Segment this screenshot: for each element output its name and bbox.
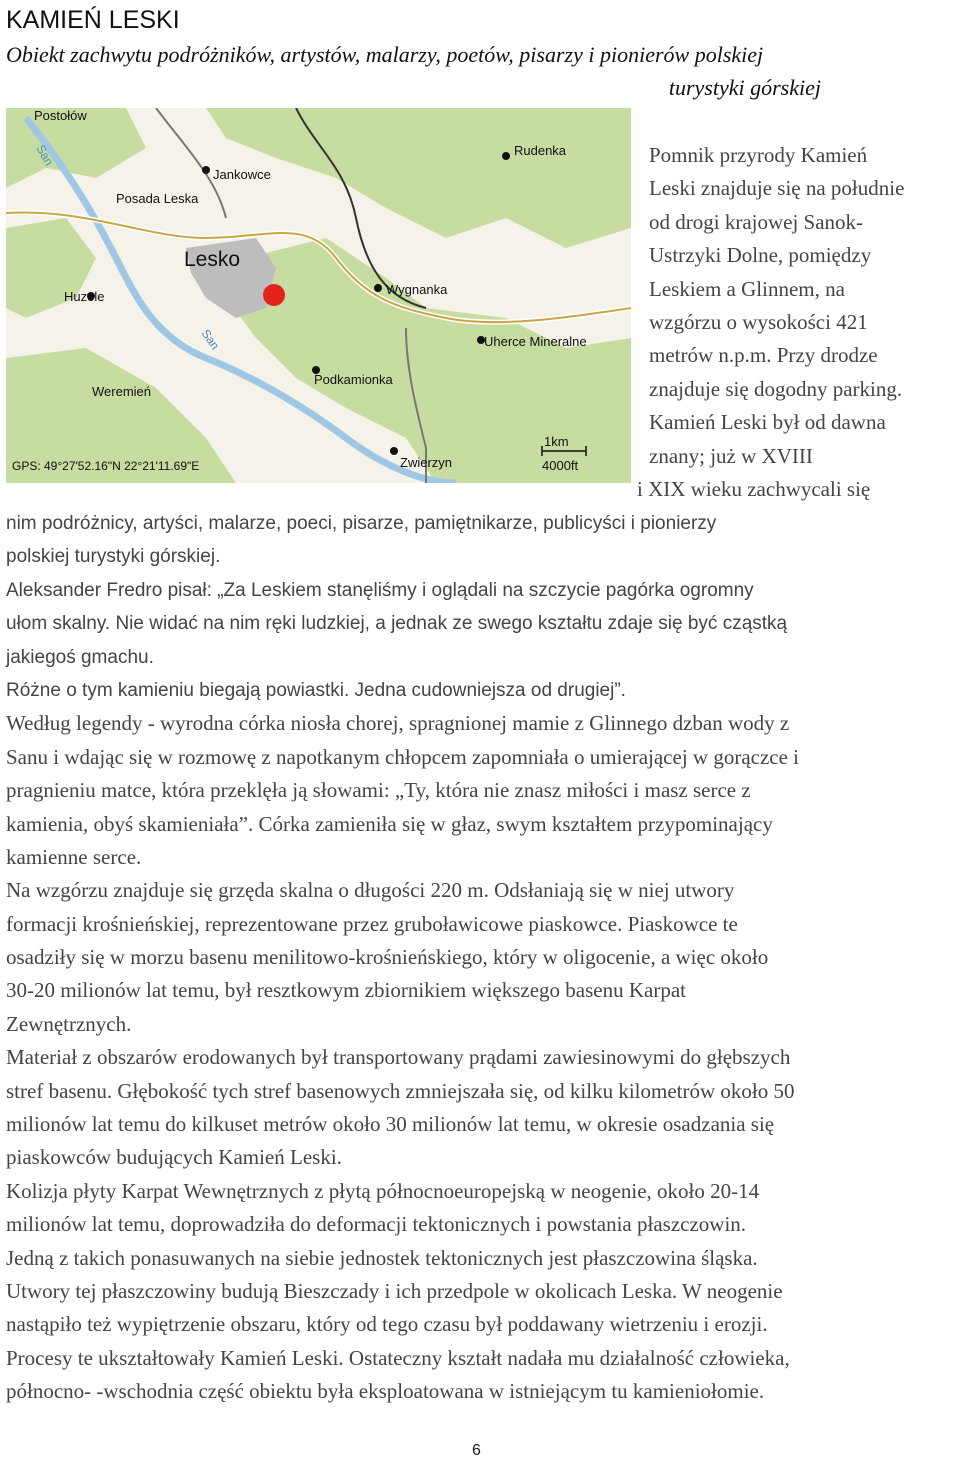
- text-line: metrów n.p.m. Przy drodze: [649, 343, 878, 368]
- body-line: polskiej turystyki górskiej.: [6, 546, 221, 568]
- body-line: Procesy te ukształtowały Kamień Leski. Ostateczny kształt nadała mu działalność człowieka,: [6, 1345, 790, 1370]
- body-line: formacji krośnieńskiej, reprezentowane przez gruboławicowe piaskowce. Piaskowce te: [6, 911, 738, 936]
- place-dot: [202, 166, 210, 174]
- text-line: Leskiem a Glinnem, na: [649, 276, 845, 301]
- body-line: Materiał z obszarów erodowanych był transportowany prądami zawiesinowymi do głębszych: [6, 1045, 791, 1070]
- map-label-river-lower: San: [198, 326, 223, 353]
- map-label-podkamionka: Podkamionka: [314, 372, 393, 387]
- scale-ft: 4000ft: [542, 458, 579, 473]
- location-map: [6, 108, 631, 483]
- body-line: milionów lat temu, doprowadziła do deformacji tektonicznych i powstania płaszczowin.: [6, 1212, 747, 1237]
- body-line: 30-20 milionów lat temu, był resztkowym zbiornikiem większego basenu Karpat: [6, 978, 687, 1003]
- map-label-jankowce: Jankowce: [213, 167, 271, 182]
- place-dot: [374, 284, 382, 292]
- body-line: Według legendy - wyrodna córka niosła chorej, spragnionej mamie z Glinnego dzban wody z: [6, 711, 790, 736]
- text-line: znany; już w XVIII: [649, 443, 813, 468]
- body-line: Jedną z takich ponasuwanych na siebie jednostek tektonicznych jest płaszczowina śląska.: [6, 1245, 758, 1270]
- body-line: Na wzgórzu znajduje się grzęda skalna o długości 220 m. Odsłaniają się w niej utwory: [6, 878, 735, 903]
- body-line: Utwory tej płaszczowiny budują Bieszczady i ich przedpole w okolicach Leska. W neogenie: [6, 1278, 783, 1303]
- map-label-postolow: Postołów: [34, 108, 87, 123]
- body-line: kamienia, obyś skamieniała”. Córka zamieniła się w głaz, swym kształtem przypominający: [6, 811, 773, 836]
- body-line: milionów lat temu do kilkuset metrów około 30 milionów lat temu, w okresie osadzania się: [6, 1112, 775, 1137]
- text-line: Leski znajduje się na południe: [649, 176, 905, 201]
- place-dot: [502, 152, 510, 160]
- text-line: i XIX wieku zachwycali się: [637, 476, 871, 501]
- body-line: Różne o tym kamieniu biegają powiastki. Jedna cudowniejsza od drugiej”.: [6, 679, 626, 701]
- body-line: Sanu i wdając się w rozmowę z napotkanym chłopcem zapomniała o umierającej w gorączce i: [6, 744, 800, 769]
- body-line: nastąpiło też wypiętrzenie obszaru, który od tego czasu był poddawany wietrzeniu i erozji.: [6, 1312, 768, 1337]
- body-text: [6, 507, 958, 1409]
- map-label-uherce: Uherce Mineralne: [484, 334, 587, 349]
- place-dot: [390, 447, 398, 455]
- body-line: Zewnętrznych.: [6, 1011, 132, 1036]
- subtitle-line-1: Obiekt zachwytu podróżników, artystów, malarzy, poetów, pisarzy i pionierów polskiej: [6, 42, 764, 67]
- body-line: Kolizja płyty Karpat Wewnętrznych z płytą północnoeuropejską w neogenie, około 20-14: [6, 1178, 760, 1203]
- text-line: Ustrzyki Dolne, pomiędzy: [649, 243, 872, 268]
- body-line: kamienne serce.: [6, 844, 142, 869]
- text-line: Kamień Leski był od dawna: [649, 410, 886, 435]
- page-number: 6: [472, 1442, 481, 1459]
- body-line: pragnieniu matce, która przeklęła ją słowami: „Ty, która nie znasz miłości i masz serce z: [6, 778, 751, 803]
- body-line: jakiegoś gmachu.: [6, 646, 154, 668]
- body-line: Aleksander Fredro pisał: „Za Leskiem stanęliśmy i oglądali na szczycie pagórka ogromny: [6, 579, 754, 601]
- text-line: Pomnik przyrody Kamień: [649, 143, 868, 167]
- scale-km: 1km: [544, 434, 569, 449]
- text-line: od drogi krajowej Sanok-: [649, 209, 864, 234]
- body-line: nim podróżnicy, artyści, malarze, poeci, pisarze, pamiętnikarze, publicyści i pionierzy: [6, 513, 717, 534]
- text-line: wzgórzu o wysokości 421: [649, 309, 868, 334]
- map-label-rudenka: Rudenka: [514, 143, 567, 158]
- body-line: osadziły się w morzu basenu menilitowo-krośnieńskiego, który w oligocenie, a więc około: [6, 945, 769, 970]
- body-line: stref basenu. Głębokość tych stref basenowych zmniejszała się, od kilku kilometrów około 50: [6, 1078, 795, 1103]
- map-label-posada-leska: Posada Leska: [116, 191, 199, 206]
- body-line: piaskowców budujących Kamień Leski.: [6, 1145, 342, 1170]
- map-label-huzele: Huzele: [64, 289, 105, 304]
- map-label-river-upper: San: [33, 142, 57, 168]
- text-line: znajduje się dogodny parking.: [649, 376, 903, 401]
- map-label-weremien: Weremień: [92, 384, 152, 399]
- map-label-lesko: Lesko: [184, 248, 241, 271]
- body-line: ułom skalny. Nie widać na nim ręki ludzkiej, a jednak ze swego kształtu zdaje się być cząstką: [6, 613, 788, 635]
- subtitle-line-2: turystyki górskiej: [668, 75, 821, 100]
- kamien-leski-marker: [263, 284, 285, 306]
- map-gps-label: GPS: 49°27'52.16"N 22°21'11.69"E: [12, 459, 200, 473]
- map-label-zwierzyn: Zwierzyn: [400, 455, 453, 470]
- intro-text: [637, 139, 959, 506]
- body-line: północno- -wschodnia część obiektu była eksploatowana w istniejącym tu kamieniołomie.: [6, 1379, 765, 1404]
- map-label-wygnanka: Wygnanka: [386, 282, 448, 297]
- page-title: KAMIEŃ LESKI: [6, 6, 180, 34]
